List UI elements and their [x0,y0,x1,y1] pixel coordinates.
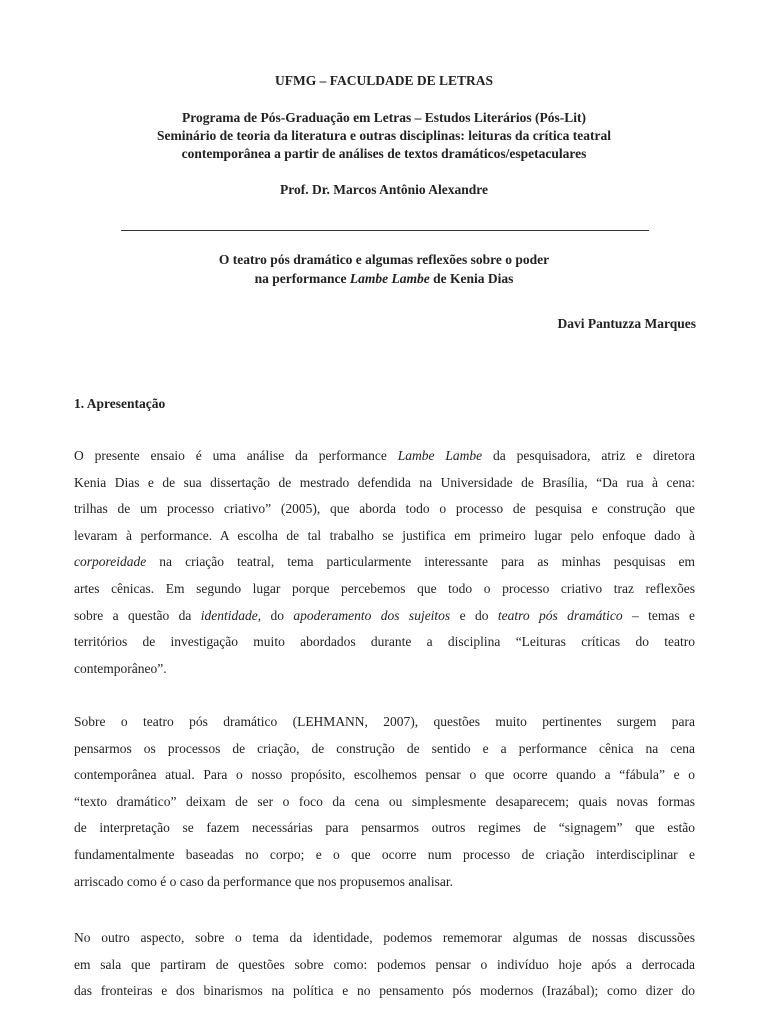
italic-term: teatro pós dramático [497,607,623,623]
text-run: O presente ensaio é uma análise da performance [74,448,398,463]
seminar-heading-line-2: contemporânea a partir de análises de textos dramáticos/espetaculares [181,146,587,161]
text-line [74,952,695,979]
essay-title-line-1: O teatro pós dramático e algumas reflexões sobre o poder [218,252,550,267]
text-line [74,470,695,497]
text-line [74,576,695,603]
text-line [74,603,695,630]
text-line [74,496,695,523]
text-run: contemporânea atual. Para o nosso propósito, escolhemos pensar o que ocorre quando a “fábula” e o [74,767,695,783]
text-line [74,443,695,470]
text-line [74,709,695,736]
author-name: Davi Pantuzza Marques [557,316,696,331]
text-line [74,925,695,952]
text-line [74,629,695,656]
text-line [74,789,695,816]
text-line [74,815,695,842]
text-line [74,656,695,683]
separator-rule [121,230,649,231]
title-suffix: de Kenia Dias [429,271,514,286]
text-run: pensarmos os processos de criação, de construção de sentido e a performance cênica na cena [74,740,695,756]
italic-term: Lambe Lambe [397,448,483,463]
text-run: artes cênicas. Em segundo lugar porque percebemos que todo o processo criativo traz reflexões [74,580,695,596]
text-run: na criação teatral, tema particularmente interessante para as minhas pesquisas em [146,554,695,570]
seminar-heading-line-1: Seminário de teoria da literatura e outras disciplinas: leituras da crítica teatral [156,128,612,143]
text-run: , do [257,607,294,623]
title-prefix: na performance [254,271,350,286]
text-run: arriscado como é o caso da performance que nos propusemos analisar. [74,873,453,889]
text-run: “texto dramático” deixam de ser o foco da cena ou simplesmente desaparecem; quais novas formas [74,793,695,809]
paragraph-3 [74,925,695,1005]
text-line [74,978,695,1005]
program-heading: Programa de Pós-Graduação em Letras – Estudos Literários (Pós-Lit) [182,110,586,125]
text-line [74,736,695,763]
title-work-name: Lambe Lambe [349,271,430,286]
text-run: em sala que partiram de questões sobre como: podemos pensar o indivíduo hoje após a derrocada [74,956,695,972]
text-run: Kenia Dias e de sua dissertação de mestrado defendida na Universidade de Brasília, “Da rua à cena: [74,474,695,490]
italic-term: apoderamento dos sujeitos [293,607,451,623]
text-line [74,549,695,576]
section-heading: 1. Apresentação [74,396,166,411]
text-run: fundamentalmente baseadas no corpo; e o que ocorre num processo de criação interdisciplinar e [74,846,695,862]
text-run: levaram à performance. A escolha de tal trabalho se justifica em primeiro lugar pelo enfoque dado à [74,527,695,543]
text-run: Sobre o teatro pós dramático (LEHMANN, 2007), questões muito pertinentes surgem para [74,714,695,729]
institution-heading: UFMG – FACULDADE DE LETRAS [274,73,493,88]
text-run: contemporâneo”. [74,660,167,676]
text-line [74,869,695,896]
text-run: de interpretação se fazem necessárias para pensarmos outros regimes de “signagem” que estão [74,820,695,836]
text-run: sobre a questão da [74,607,201,623]
italic-term: corporeidade [74,554,147,570]
paragraph-1 [74,443,695,682]
text-run: e do [450,607,498,623]
paragraph-2 [74,709,695,895]
text-run: territórios de investigação muito abordados durante a disciplina “Leituras críticas do teatro [74,634,695,650]
text-run: trilhas de um processo criativo” (2005), que aborda todo o processo de pesquisa e construção que [74,501,695,517]
text-run: – temas e [622,607,695,623]
text-line [74,762,695,789]
text-run: das fronteiras e dos binarismos na política e no pensamento pós modernos (Irazábal); como dizer do [74,983,695,999]
text-line [74,523,695,550]
text-run: No outro aspecto, sobre o tema da identidade, podemos rememorar algumas de nossas discussões [74,930,695,945]
essay-title-line-2 [0,269,768,289]
text-line [74,842,695,869]
professor-name: Prof. Dr. Marcos Antônio Alexandre [280,182,488,197]
italic-term: identidade [200,607,258,623]
text-run: da pesquisadora, atriz e diretora [482,448,695,463]
